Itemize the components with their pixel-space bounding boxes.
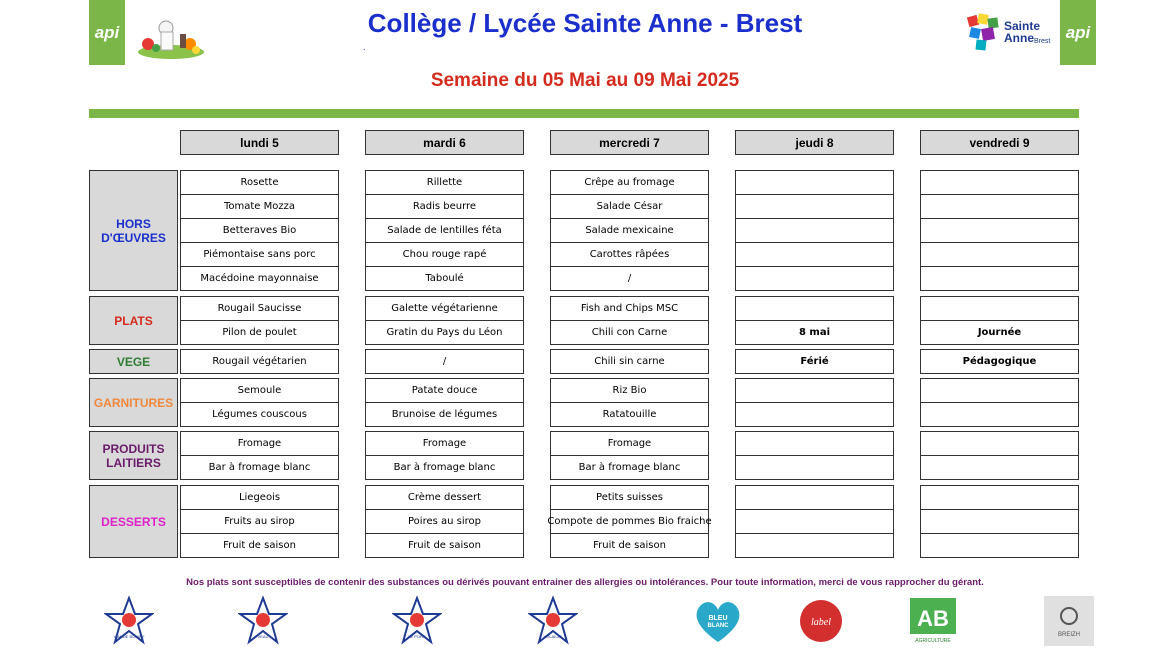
bleu-blanc-coeur-icon bbox=[690, 596, 746, 646]
menu-cell-garnitures-r1-d1: Semoule bbox=[180, 378, 339, 403]
menu-cell-desserts-r2-d4 bbox=[735, 509, 894, 534]
menu-cell-hors_doeuvres-r5-d5 bbox=[920, 266, 1079, 291]
school-title: Collège / Lycée Sainte Anne - Brest bbox=[367, 8, 803, 38]
category-label-vege: VEGE bbox=[89, 349, 178, 374]
menu-cell-produits_laitiers-r1-d4 bbox=[735, 431, 894, 456]
sainte-anne-logo-icon bbox=[964, 12, 1008, 56]
menu-cell-garnitures-r1-d4 bbox=[735, 378, 894, 403]
menu-cell-desserts-r2-d2: Poires au sirop bbox=[365, 509, 524, 534]
svg-text:BLEU: BLEU bbox=[708, 615, 728, 622]
api-logo-left: api bbox=[89, 0, 125, 65]
day-header-3: mercredi 7 bbox=[550, 130, 709, 155]
sainte-anne-logo-city: Brest bbox=[1034, 38, 1051, 45]
menu-cell-hors_doeuvres-r3-d4 bbox=[735, 218, 894, 243]
menu-cell-plats-r1-d5 bbox=[920, 296, 1079, 321]
menu-cell-desserts-r1-d1: Liegeois bbox=[180, 485, 339, 510]
svg-text:VEAU: VEAU bbox=[257, 634, 269, 639]
week-title: Semaine du 05 Mai au 09 Mai 2025 bbox=[430, 70, 740, 91]
menu-cell-hors_doeuvres-r2-d2: Radis beurre bbox=[365, 194, 524, 219]
category-label-garnitures: GARNITURES bbox=[89, 378, 178, 427]
menu-cell-hors_doeuvres-r3-d2: Salade de lentilles féta bbox=[365, 218, 524, 243]
menu-cell-produits_laitiers-r1-d1: Fromage bbox=[180, 431, 339, 456]
category-label-desserts: DESSERTS bbox=[89, 485, 178, 558]
dot-mark: . bbox=[363, 42, 366, 52]
day-header-5: vendredi 9 bbox=[920, 130, 1079, 155]
svg-text:label: label bbox=[811, 617, 831, 628]
breizh-icon bbox=[1044, 596, 1094, 646]
svg-text:BREIZH: BREIZH bbox=[1057, 632, 1081, 638]
menu-cell-garnitures-r1-d5 bbox=[920, 378, 1079, 403]
volaille-francaise-icon bbox=[528, 596, 578, 646]
api-logo-right: api bbox=[1060, 0, 1096, 65]
category-label-hors_doeuvres: HORS D'ŒUVRES bbox=[89, 170, 178, 291]
le-porc-francais-icon bbox=[392, 596, 442, 646]
menu-cell-plats-r2-d5: Journée bbox=[920, 320, 1079, 345]
svg-text:AB: AB bbox=[917, 606, 949, 631]
menu-cell-desserts-r2-d1: Fruits au sirop bbox=[180, 509, 339, 534]
day-header-1: lundi 5 bbox=[180, 130, 339, 155]
svg-text:VOLAILLE: VOLAILLE bbox=[543, 634, 563, 639]
sainte-anne-logo-text: Sainte Anne bbox=[1004, 19, 1041, 45]
menu-cell-hors_doeuvres-r1-d2: Rillette bbox=[365, 170, 524, 195]
divider-bar bbox=[89, 109, 1079, 118]
menu-cell-hors_doeuvres-r1-d3: Crêpe au fromage bbox=[550, 170, 709, 195]
menu-cell-hors_doeuvres-r3-d3: Salade mexicaine bbox=[550, 218, 709, 243]
menu-cell-vege-r1-d1: Rougail végétarien bbox=[180, 349, 339, 374]
svg-text:BLANC: BLANC bbox=[707, 623, 729, 629]
viande-bovine-francaise-icon bbox=[104, 596, 154, 646]
agriculture-biologique-icon bbox=[908, 596, 958, 646]
menu-cell-produits_laitiers-r2-d1: Bar à fromage blanc bbox=[180, 455, 339, 480]
menu-cell-plats-r2-d1: Pilon de poulet bbox=[180, 320, 339, 345]
menu-cell-hors_doeuvres-r4-d2: Chou rouge rapé bbox=[365, 242, 524, 267]
menu-cell-desserts-r1-d4 bbox=[735, 485, 894, 510]
day-header-2: mardi 6 bbox=[365, 130, 524, 155]
viande-de-veau-francaise-icon bbox=[238, 596, 288, 646]
sainte-anne-logo bbox=[964, 8, 1056, 60]
menu-cell-hors_doeuvres-r5-d2: Taboulé bbox=[365, 266, 524, 291]
menu-cell-produits_laitiers-r1-d3: Fromage bbox=[550, 431, 709, 456]
svg-text:AGRICULTURE: AGRICULTURE bbox=[915, 638, 951, 644]
menu-cell-hors_doeuvres-r4-d1: Piémontaise sans porc bbox=[180, 242, 339, 267]
menu-cell-hors_doeuvres-r3-d5 bbox=[920, 218, 1079, 243]
menu-cell-plats-r2-d4: 8 mai bbox=[735, 320, 894, 345]
menu-cell-garnitures-r2-d2: Brunoise de légumes bbox=[365, 402, 524, 427]
svg-text:LE PORC: LE PORC bbox=[408, 634, 426, 639]
menu-cell-hors_doeuvres-r1-d4 bbox=[735, 170, 894, 195]
menu-cell-plats-r2-d2: Gratin du Pays du Léon bbox=[365, 320, 524, 345]
menu-cell-desserts-r3-d4 bbox=[735, 533, 894, 558]
menu-cell-hors_doeuvres-r2-d3: Salade César bbox=[550, 194, 709, 219]
menu-cell-hors_doeuvres-r3-d1: Betteraves Bio bbox=[180, 218, 339, 243]
menu-cell-vege-r1-d4: Férié bbox=[735, 349, 894, 374]
menu-cell-hors_doeuvres-r4-d5 bbox=[920, 242, 1079, 267]
day-header-4: jeudi 8 bbox=[735, 130, 894, 155]
menu-cell-produits_laitiers-r1-d2: Fromage bbox=[365, 431, 524, 456]
menu-cell-hors_doeuvres-r4-d3: Carottes râpées bbox=[550, 242, 709, 267]
category-label-plats: PLATS bbox=[89, 296, 178, 345]
menu-cell-desserts-r3-d2: Fruit de saison bbox=[365, 533, 524, 558]
allergen-note: Nos plats sont susceptibles de contenir des substances ou dérivés pouvant entrainer des allergies ou intolérances. Pour toute information, merci de vous rapprocher du gérant. bbox=[186, 577, 984, 588]
menu-cell-hors_doeuvres-r4-d4 bbox=[735, 242, 894, 267]
menu-cell-hors_doeuvres-r2-d1: Tomate Mozza bbox=[180, 194, 339, 219]
menu-cell-hors_doeuvres-r5-d3: / bbox=[550, 266, 709, 291]
menu-cell-plats-r1-d2: Galette végétarienne bbox=[365, 296, 524, 321]
menu-cell-desserts-r1-d3: Petits suisses bbox=[550, 485, 709, 510]
menu-cell-garnitures-r1-d2: Patate douce bbox=[365, 378, 524, 403]
menu-cell-vege-r1-d2: / bbox=[365, 349, 524, 374]
menu-cell-hors_doeuvres-r5-d1: Macédoine mayonnaise bbox=[180, 266, 339, 291]
menu-cell-hors_doeuvres-r2-d5 bbox=[920, 194, 1079, 219]
menu-cell-produits_laitiers-r2-d3: Bar à fromage blanc bbox=[550, 455, 709, 480]
menu-cell-plats-r1-d1: Rougail Saucisse bbox=[180, 296, 339, 321]
menu-cell-hors_doeuvres-r1-d5 bbox=[920, 170, 1079, 195]
menu-cell-produits_laitiers-r2-d2: Bar à fromage blanc bbox=[365, 455, 524, 480]
label-rouge-icon bbox=[796, 596, 846, 646]
menu-cell-garnitures-r2-d3: Ratatouille bbox=[550, 402, 709, 427]
menu-cell-hors_doeuvres-r1-d1: Rosette bbox=[180, 170, 339, 195]
menu-cell-desserts-r1-d5 bbox=[920, 485, 1079, 510]
menu-cell-garnitures-r2-d1: Légumes couscous bbox=[180, 402, 339, 427]
menu-cell-desserts-r3-d1: Fruit de saison bbox=[180, 533, 339, 558]
menu-cell-plats-r1-d4 bbox=[735, 296, 894, 321]
menu-cell-hors_doeuvres-r2-d4 bbox=[735, 194, 894, 219]
menu-cell-desserts-r3-d5 bbox=[920, 533, 1079, 558]
menu-cell-vege-r1-d3: Chili sin carne bbox=[550, 349, 709, 374]
category-label-produits_laitiers: PRODUITS LAITIERS bbox=[89, 431, 178, 480]
menu-cell-garnitures-r1-d3: Riz Bio bbox=[550, 378, 709, 403]
menu-cell-produits_laitiers-r1-d5 bbox=[920, 431, 1079, 456]
menu-cell-desserts-r2-d5 bbox=[920, 509, 1079, 534]
menu-cell-hors_doeuvres-r5-d4 bbox=[735, 266, 894, 291]
menu-cell-garnitures-r2-d4 bbox=[735, 402, 894, 427]
menu-cell-desserts-r1-d2: Crème dessert bbox=[365, 485, 524, 510]
menu-cell-vege-r1-d5: Pédagogique bbox=[920, 349, 1079, 374]
menu-cell-produits_laitiers-r2-d4 bbox=[735, 455, 894, 480]
menu-cell-garnitures-r2-d5 bbox=[920, 402, 1079, 427]
menu-cell-plats-r1-d3: Fish and Chips MSC bbox=[550, 296, 709, 321]
menu-cell-plats-r2-d3: Chili con Carne bbox=[550, 320, 709, 345]
svg-text:VIANDE BOVINE: VIANDE BOVINE bbox=[113, 634, 145, 639]
menu-cell-desserts-r2-d3: Compote de pommes Bio fraiche bbox=[550, 509, 709, 534]
menu-cell-produits_laitiers-r2-d5 bbox=[920, 455, 1079, 480]
menu-cell-desserts-r3-d3: Fruit de saison bbox=[550, 533, 709, 558]
